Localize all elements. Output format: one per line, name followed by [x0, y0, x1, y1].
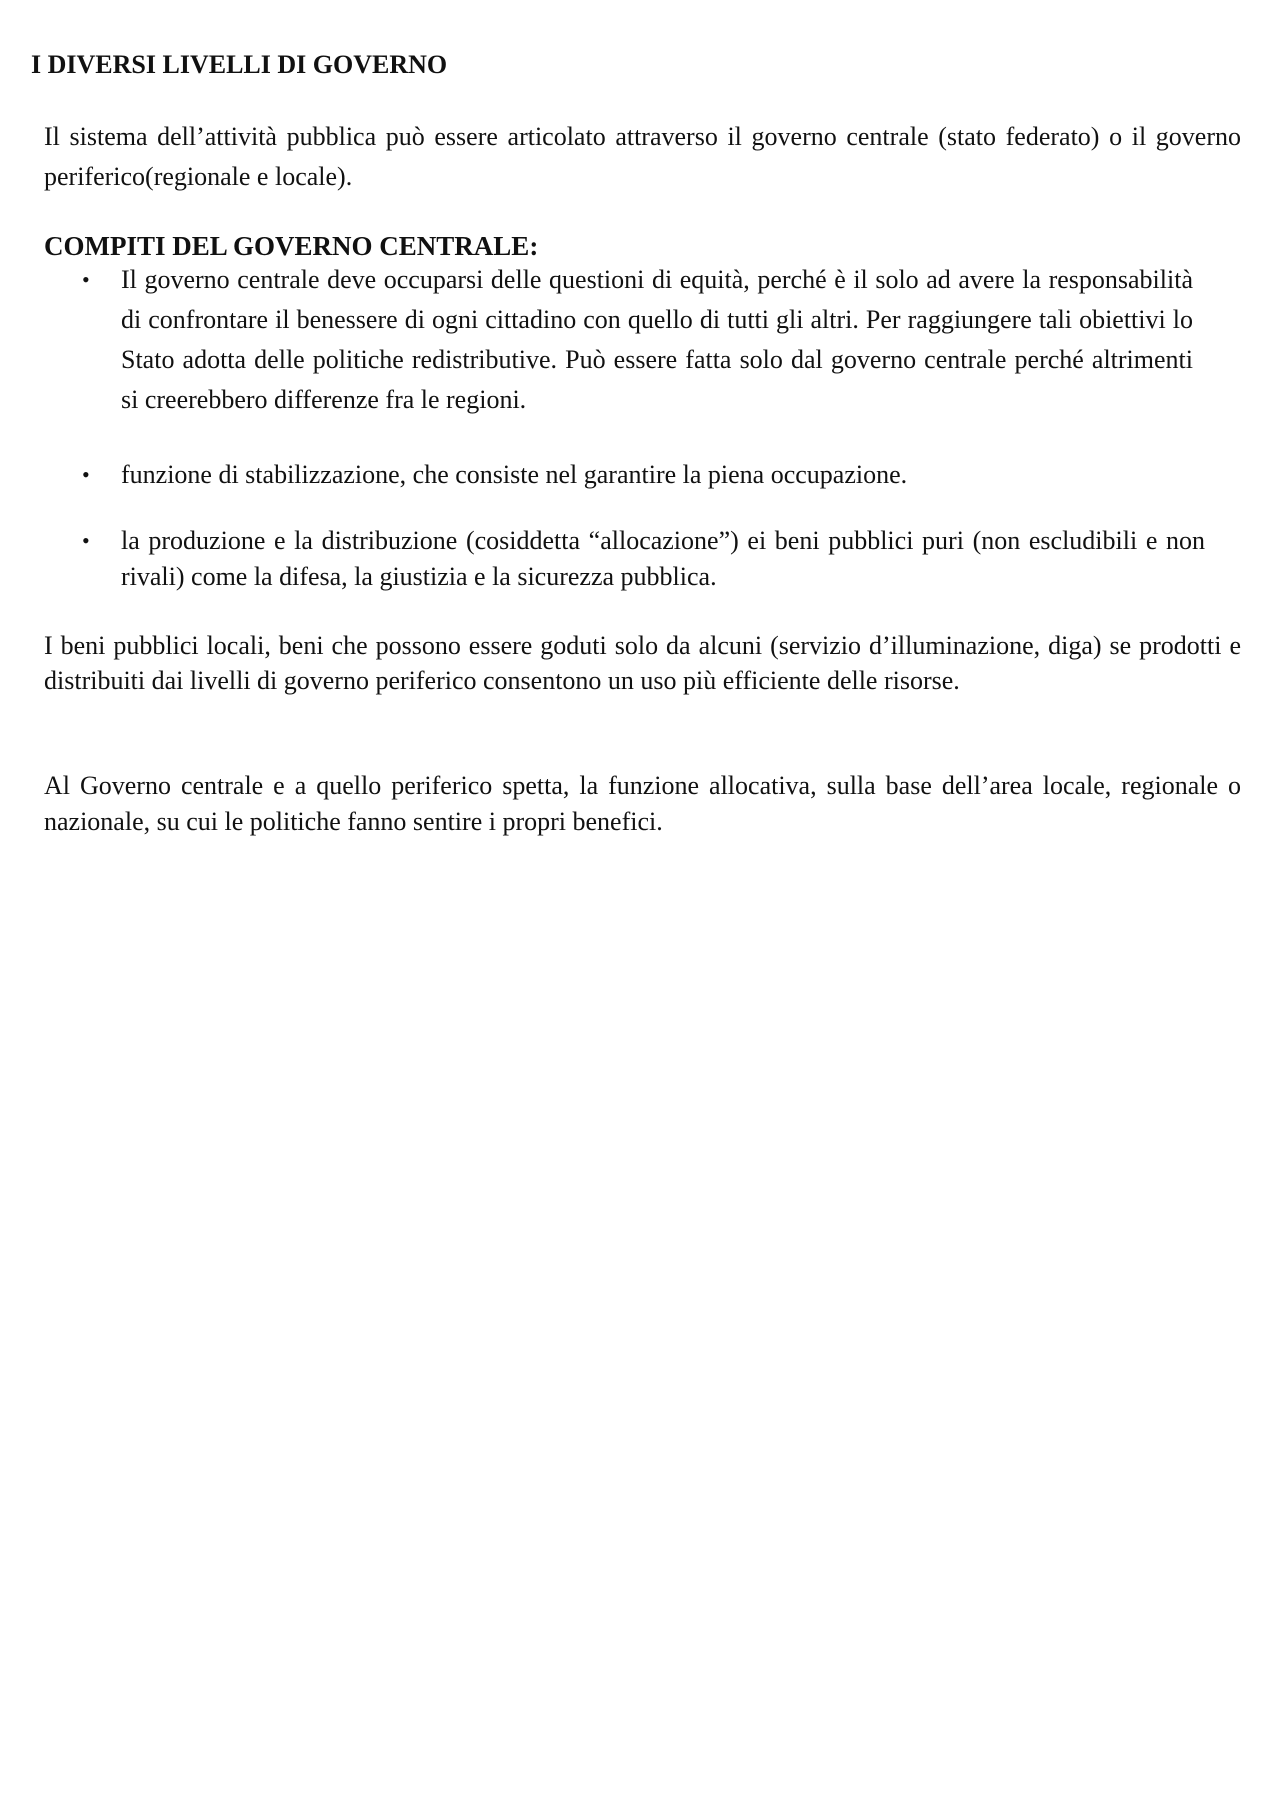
intro-paragraph: Il sistema dell’attività pubblica può essere articolato attraverso il governo centrale (stato federato) o il governo periferico(regionale e locale). [44, 122, 1241, 191]
list-item [82, 455, 1193, 495]
local-goods-paragraph: I beni pubblici locali, beni che possono essere goduti solo da alcuni (servizio d’illuminazione, diga) se prodotti e distribuiti dai livelli di governo periferico consentono un uso più efficiente delle risorse. [44, 631, 1241, 695]
bullet-icon: • [82, 528, 90, 553]
list-item-text: funzione di stabilizzazione, che consiste nel garantire la piena occupazione. [121, 460, 908, 489]
bullet-icon: • [82, 267, 90, 292]
list-item [82, 260, 1193, 420]
section-heading: COMPITI DEL GOVERNO CENTRALE: [44, 231, 539, 261]
document-title: I DIVERSI LIVELLI DI GOVERNO [31, 50, 448, 79]
list-item-text: la produzione e la distribuzione (cosiddetta “allocazione”) ei beni pubblici puri (non escludibili e non rivali) come la difesa, la giustizia e la sicurezza pubblica. [121, 526, 1205, 591]
bullet-icon: • [82, 462, 90, 487]
list-item-text: Il governo centrale deve occuparsi delle questioni di equità, perché è il solo ad avere la responsabilità di confrontare il benessere di ogni cittadino con quello di tutti gli altri. Per raggiungere tali obiettivi lo Stato adotta delle politiche redistributive. Può essere fatta solo dal governo centrale perché altrimenti si creerebbero differenze fra le regioni. [121, 265, 1193, 414]
allocative-paragraph: Al Governo centrale e a quello periferico spetta, la funzione allocativa, sulla base dell’area locale, regionale o nazionale, su cui le politiche fanno sentire i propri benefici. [44, 771, 1241, 836]
list-item [82, 523, 1205, 595]
